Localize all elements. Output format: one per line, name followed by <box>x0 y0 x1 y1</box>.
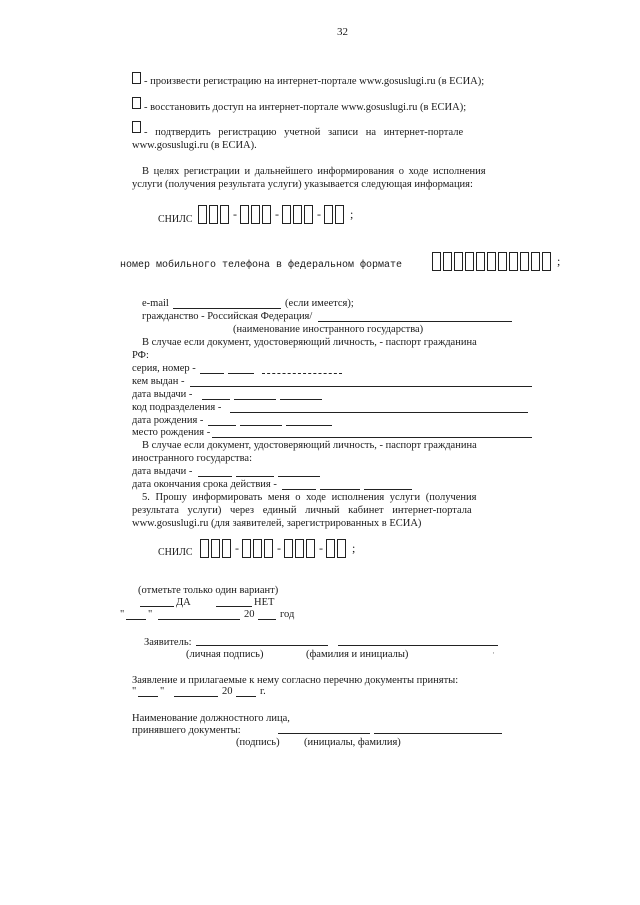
snils-digit-box <box>337 539 346 558</box>
choice-date-close-quote: " <box>148 609 153 620</box>
passport-foreign-intro-1: В случае если документ, удостоверяющий личность, - паспорт гражданина <box>142 440 477 451</box>
choice-year-line[interactable] <box>258 619 276 620</box>
series-line-1[interactable] <box>200 373 224 374</box>
snils-end: ; <box>350 207 354 221</box>
accepted-month-line[interactable] <box>174 696 218 697</box>
issued-by-label: кем выдан - <box>132 376 185 387</box>
birth-date-label: дата рождения - <box>132 415 204 426</box>
expiry-date-label: дата окончания срока действия - <box>132 479 277 490</box>
phone-digit-box <box>487 252 496 271</box>
snils-digit-box <box>304 205 313 224</box>
series-line-3[interactable] <box>262 373 342 374</box>
expiry-month[interactable] <box>320 489 360 490</box>
birth-date-month[interactable] <box>240 425 282 426</box>
accepted-date-close-quote: " <box>160 686 165 697</box>
snils-label-2: СНИЛС <box>158 547 193 558</box>
expiry-day[interactable] <box>282 489 316 490</box>
snils-digit-box <box>306 539 315 558</box>
reg-info-line-1: В целях регистрации и дальнейшего информирования о ходе исполнения <box>142 166 486 177</box>
option-confirm-text-1: - подтвердить регистрацию учетной записи на интернет-портале <box>144 127 464 138</box>
birth-place-label: место рождения - <box>132 427 211 438</box>
snils-digit-box <box>282 205 291 224</box>
snils-digit-box <box>240 205 249 224</box>
expiry-year[interactable] <box>364 489 412 490</box>
passport-rf-intro-2: РФ: <box>132 350 149 361</box>
snils-digit-box <box>295 539 304 558</box>
issue-date-year[interactable] <box>280 399 322 400</box>
applicant-name-line[interactable] <box>338 645 498 646</box>
accepted-date-open-quote: " <box>132 686 137 697</box>
phone-digit-box <box>465 252 474 271</box>
confirm-checkbox[interactable] <box>132 121 141 133</box>
snils-end: ; <box>352 541 356 555</box>
snils-label: СНИЛС <box>158 214 193 225</box>
phone-digit-box <box>454 252 463 271</box>
request-line-1: 5. Прошу информировать меня о ходе исполнения услуги (получения <box>142 492 477 503</box>
snils-digit-box <box>242 539 251 558</box>
official-signature-note: (подпись) <box>236 737 280 748</box>
no-line[interactable] <box>216 606 252 607</box>
accepted-year-prefix: 20 <box>222 686 233 697</box>
applicant-signature-line[interactable] <box>196 645 328 646</box>
snils-digit-box <box>209 205 218 224</box>
email-note: (если имеется); <box>285 298 354 309</box>
phone-digit-box <box>476 252 485 271</box>
citizenship-line[interactable] <box>318 321 512 322</box>
accepted-year-line[interactable] <box>236 696 256 697</box>
citizenship-label: гражданство - Российская Федерация/ <box>142 311 313 322</box>
reg-info-line-2: услуги (получения результата услуги) указывается следующая информация: <box>132 179 473 190</box>
snils-digit-box <box>264 539 273 558</box>
snils-separator: - <box>319 541 323 555</box>
snils-digit-box <box>220 205 229 224</box>
phone-digit-box <box>542 252 551 271</box>
series-line-2[interactable] <box>228 373 254 374</box>
birth-place-line[interactable] <box>212 437 532 438</box>
snils-separator: - <box>277 541 281 555</box>
restore-checkbox[interactable] <box>132 97 141 109</box>
official-signature-line[interactable] <box>278 733 370 734</box>
snils-input-1[interactable] <box>198 205 353 224</box>
birth-date-day[interactable] <box>208 425 236 426</box>
snils-digit-box <box>251 205 260 224</box>
choice-year-prefix: 20 <box>244 609 255 620</box>
phone-digit-box <box>432 252 441 271</box>
phone-digit-box <box>531 252 540 271</box>
official-name-line[interactable] <box>374 733 502 734</box>
phone-digit-box <box>498 252 507 271</box>
issue-date-month[interactable] <box>234 399 276 400</box>
choice-day-line[interactable] <box>126 619 146 620</box>
passport-rf-intro-1: В случае если документ, удостоверяющий личность, - паспорт гражданина <box>142 337 477 348</box>
snils-digit-box <box>262 205 271 224</box>
accepted-year-suffix: г. <box>260 686 266 697</box>
snils-digit-box <box>253 539 262 558</box>
official-line-2: принявшего документы: <box>132 725 241 736</box>
option-confirm-text-2: www.gosuslugi.ru (в ЕСИА). <box>132 140 257 151</box>
snils-separator: - <box>275 207 279 221</box>
option-restore-text: - восстановить доступ на интернет-портале www.gosuslugi.ru (в ЕСИА); <box>144 102 467 113</box>
option-register-text: - произвести регистрацию на интернет-портале www.gosuslugi.ru (в ЕСИА); <box>144 76 485 87</box>
foreign-issue-month[interactable] <box>236 476 274 477</box>
snils-separator: - <box>317 207 321 221</box>
snils-separator: - <box>233 207 237 221</box>
accepted-day-line[interactable] <box>138 696 158 697</box>
choice-month-line[interactable] <box>158 619 240 620</box>
series-label: серия, номер - <box>132 363 196 374</box>
applicant-name-note: (фамилия и инициалы) <box>306 649 409 660</box>
choice-year-suffix: год <box>280 609 295 620</box>
email-line[interactable] <box>173 308 281 309</box>
email-label: e-mail <box>142 298 169 309</box>
division-code-line[interactable] <box>230 412 528 413</box>
foreign-issue-date-label: дата выдачи - <box>132 466 193 477</box>
request-line-3: www.gosuslugi.ru (для заявителей, зарегистрированных в ЕСИА) <box>132 518 422 529</box>
snils-digit-box <box>335 205 344 224</box>
phone-end: ; <box>557 254 561 268</box>
phone-digit-box <box>520 252 529 271</box>
phone-input[interactable] <box>432 252 560 271</box>
snils-digit-box <box>326 539 335 558</box>
register-checkbox[interactable] <box>132 72 141 84</box>
request-line-2: результата услуги) через единый личный кабинет интернет-портала <box>132 505 472 516</box>
applicant-label: Заявитель: <box>144 637 192 648</box>
scan-dot: · <box>492 648 495 658</box>
choice-note: (отметьте только один вариант) <box>138 585 279 596</box>
choice-date-open-quote: " <box>120 609 125 620</box>
foreign-issue-day[interactable] <box>198 476 232 477</box>
snils-digit-box <box>284 539 293 558</box>
yes-label: ДА <box>176 597 191 608</box>
phone-label: номер мобильного телефона в федеральном формате <box>120 260 403 271</box>
phone-digit-box <box>443 252 452 271</box>
snils-digit-box <box>198 205 207 224</box>
issued-by-line[interactable] <box>190 386 532 387</box>
yes-line[interactable] <box>140 606 174 607</box>
page-number: 32 <box>337 26 348 38</box>
applicant-signature-note: (личная подпись) <box>186 649 264 660</box>
snils-digit-box <box>324 205 333 224</box>
foreign-issue-year[interactable] <box>278 476 320 477</box>
snils-separator: - <box>235 541 239 555</box>
issue-date-day[interactable] <box>202 399 230 400</box>
birth-date-year[interactable] <box>286 425 332 426</box>
division-code-label: код подразделения - <box>132 402 222 413</box>
phone-digit-box <box>509 252 518 271</box>
snils-digit-box <box>211 539 220 558</box>
no-label: НЕТ <box>254 597 275 608</box>
official-line-1: Наименование должностного лица, <box>132 713 290 724</box>
citizenship-note: (наименование иностранного государства) <box>233 324 424 335</box>
snils-input-2[interactable] <box>200 539 355 558</box>
snils-digit-box <box>293 205 302 224</box>
snils-digit-box <box>222 539 231 558</box>
accepted-line-1: Заявление и прилагаемые к нему согласно перечню документы приняты: <box>132 675 459 686</box>
passport-foreign-intro-2: иностранного государства: <box>132 453 253 464</box>
issue-date-label: дата выдачи - <box>132 389 193 400</box>
snils-digit-box <box>200 539 209 558</box>
official-name-note: (инициалы, фамилия) <box>304 737 401 748</box>
